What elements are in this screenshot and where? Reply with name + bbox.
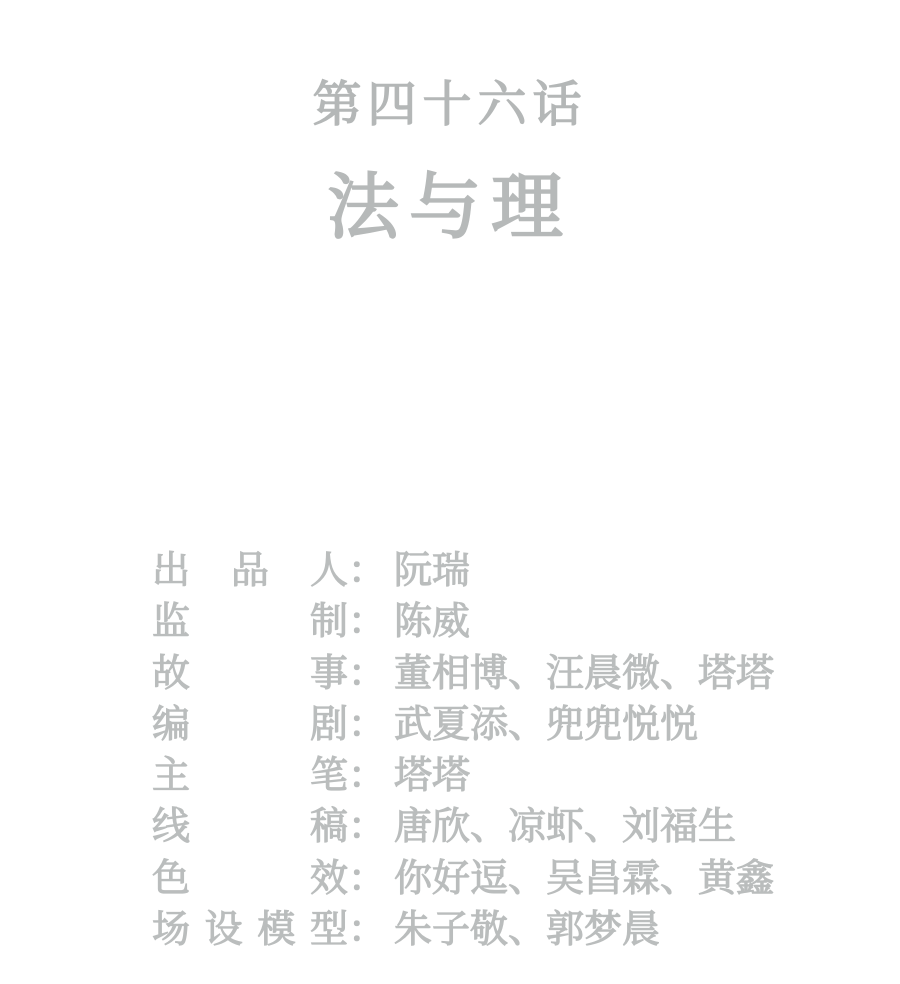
credit-role: 线 稿	[152, 803, 348, 849]
credit-colon: ：	[348, 752, 387, 798]
credit-names: 阮瑞	[394, 547, 471, 592]
credit-row	[152, 544, 860, 595]
credit-role: 色 效	[152, 854, 348, 900]
credit-row	[152, 595, 860, 646]
credit-names: 陈威	[394, 598, 471, 644]
credit-row	[152, 903, 860, 954]
chapter-number: 第四十六话	[312, 75, 588, 133]
credit-colon: ：	[348, 700, 387, 746]
credit-names: 朱子敬、郭梦晨	[394, 906, 661, 952]
credit-colon: ：	[348, 854, 387, 900]
credit-row	[152, 800, 860, 851]
credit-role: 监 制	[152, 598, 348, 644]
credit-colon: ：	[348, 649, 387, 695]
credit-role: 主 笔	[152, 752, 348, 798]
credit-names: 你好逗、吴昌霖、黄鑫	[394, 854, 775, 900]
credit-names: 塔塔	[394, 752, 471, 798]
credit-role: 出 品 人	[152, 547, 348, 592]
credit-row	[152, 647, 860, 698]
credit-colon: ：	[348, 547, 387, 592]
credit-role: 场 设 模 型	[152, 906, 348, 952]
credit-colon: ：	[348, 906, 387, 952]
credit-row	[152, 698, 860, 749]
credit-names: 武夏添、兜兜悦悦	[394, 700, 699, 746]
credit-row	[152, 852, 860, 903]
credit-role: 编 剧	[152, 700, 348, 746]
credit-names: 董相博、汪晨微、塔塔	[394, 649, 775, 695]
credit-role: 故 事	[152, 649, 348, 695]
credit-row	[152, 749, 860, 800]
credits-list	[152, 544, 860, 954]
chapter-title: 法与理	[326, 164, 573, 249]
credit-colon: ：	[348, 803, 387, 849]
credit-colon: ：	[348, 598, 387, 644]
credit-names: 唐欣、凉虾、刘福生	[394, 803, 737, 849]
